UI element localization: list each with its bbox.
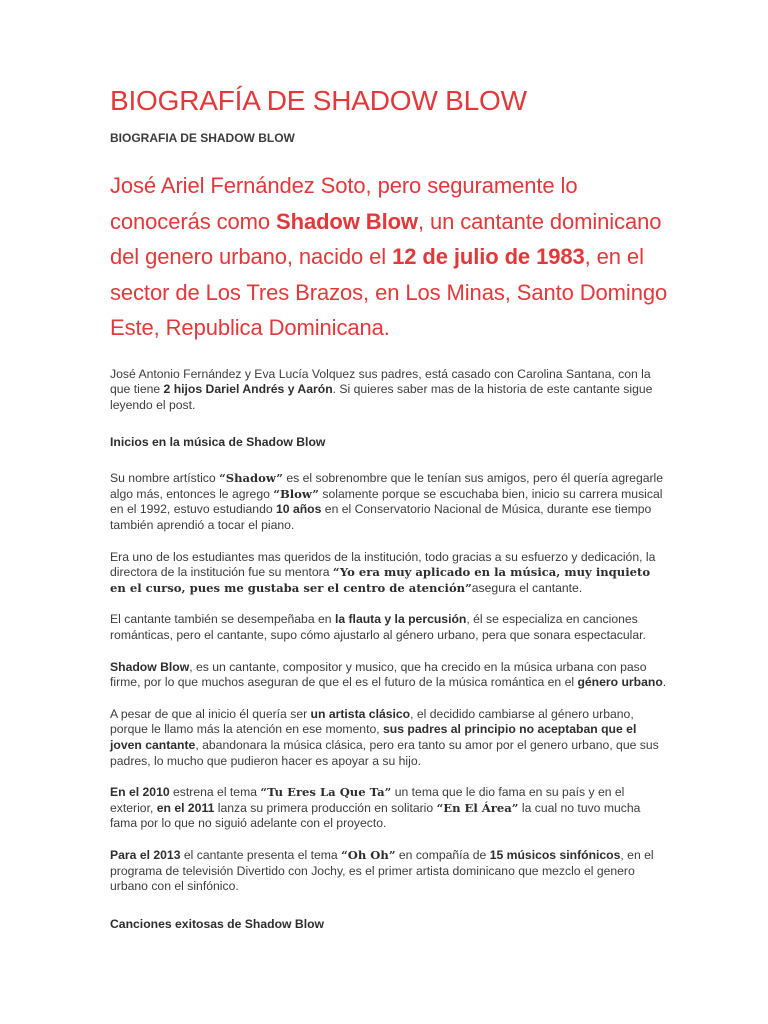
p8-text-3: , en el programa de televisión Divertido con Jochy, es el primer artista dominicano que mezclo el genero urbano con el sinfónico. — [110, 847, 654, 894]
p2-quote-shadow: “Shadow” — [219, 471, 283, 486]
paragraph-classical — [110, 707, 668, 769]
p6-bold-classical: un artista clásico — [310, 706, 411, 721]
p7-text-4: la cual no tuvo mucha fama por lo que no siguió adelante con el proyecto. — [110, 800, 641, 831]
p6-bold-parents: sus padres al principio no aceptaban que el joven cantante — [110, 722, 637, 752]
p2-text-3: solamente porque se escuchaba bien, inicio su carrera musical en el 1992, estuvo estudiando — [110, 486, 663, 517]
lead-text-3: , en el sector de Los Tres Brazos, en Los Minas, Santo Domingo Este, Republica Dominicana. — [110, 244, 668, 340]
p7-bold-2010: En el 2010 — [110, 785, 170, 800]
p5-text-2: . — [662, 675, 667, 690]
lead-text-2: , un cantante dominicano del genero urbano, nacido el — [110, 208, 662, 269]
p3-quote-mentor: “Yo era muy aplicado en la música, muy inquieto en el curso, pues me gustaba ser el centro de atención” — [110, 565, 651, 595]
page-subtitle: BIOGRAFIA DE SHADOW BLOW — [110, 131, 295, 145]
lead-artist-name: Shadow Blow — [276, 208, 418, 234]
p5-text-1: , es un cantante, compositor y musico, que ha crecido en la música urbana con paso firme, por lo que muchos aseguran de que el es el futuro de la música romántica en el — [110, 659, 647, 690]
p8-quote-song: “Oh Oh” — [341, 847, 396, 862]
paragraph-2010 — [110, 785, 668, 832]
p7-text-2: un tema que le dio fama en su país y en el exterior, — [110, 785, 625, 815]
paragraph-family — [110, 367, 668, 414]
p8-text-2: en compañía de — [395, 847, 490, 862]
p4-bold-instruments: la flauta y la percusión — [334, 612, 467, 627]
paragraph-artistic-name — [110, 471, 668, 533]
paragraph-student — [110, 550, 668, 597]
p2-text-1: Su nombre artístico — [110, 471, 220, 486]
p8-bold-2013: Para el 2013 — [110, 847, 181, 862]
p3-text-1: Era uno de los estudiantes mas queridos de la institución, todo gracias a su esfuerzo y dedicación, la directora de la institución fue su mentora — [110, 549, 656, 580]
p2-text-2: es el sobrenombre que le tenían sus amigos, pero él quería agregarle algo más, entonces le agrego — [110, 471, 664, 501]
p4-text-1: El cantante también se desempeñaba en — [110, 612, 335, 627]
p7-text-1: estrena el tema — [169, 785, 261, 800]
p4-text-2: , él se especializa en canciones románticas, pero el cantante, supo cómo ajustarlo al género urbano, pera que sonara espectacular. — [110, 612, 646, 643]
p1-text-2: . Si quieres saber mas de la historia de este cantante sigue leyendo el post. — [110, 382, 653, 412]
p8-text-1: el cantante presenta el tema — [180, 847, 342, 862]
p1-text-1: José Antonio Fernández y Eva Lucía Volquez sus padres, está casado con Carolina Santana, con la que tiene — [110, 366, 651, 397]
p5-bold-genre: género urbano — [577, 675, 663, 690]
lead-paragraph — [110, 168, 668, 346]
p7-quote-album: “En El Área” — [436, 800, 519, 815]
p2-text-4: en el Conservatorio Nacional de Música, durante ese tiempo también aprendió a tocar el piano. — [110, 502, 652, 533]
p7-text-3: lanza su primera producción en solitario — [214, 800, 437, 815]
lead-text-1: José Ariel Fernández Soto, pero seguramente lo conocerás como — [110, 173, 578, 234]
p7-quote-song-1: “Tu Eres La Que Ta” — [260, 785, 392, 800]
p6-text-3: , abandonara la música clásica, pero era tanto su amor por el genero urbano, que sus padres, lo mucho que pudieron hacer es apoyar a su hijo. — [110, 738, 659, 768]
p1-bold-children: 2 hijos Dariel Andrés y Aarón — [163, 382, 333, 397]
p8-bold-musicians: 15 músicos sinfónicos — [489, 847, 621, 862]
p6-text-1: A pesar de que al inicio él quería ser — [110, 706, 311, 721]
lead-birth-date: 12 de julio de 1983 — [392, 244, 585, 269]
p5-bold-name: Shadow Blow — [110, 659, 190, 674]
p7-bold-2011: en el 2011 — [156, 800, 215, 815]
section-heading-canciones: Canciones exitosas de Shadow Blow — [110, 916, 325, 931]
p6-text-2: , el decidido cambiarse al género urbano, porque le llamo más la atención en ese momento, — [110, 706, 634, 737]
paragraph-composer — [110, 660, 668, 691]
p2-bold-years: 10 años — [276, 502, 322, 517]
paragraph-instruments — [110, 612, 668, 643]
p3-text-2: asegura el cantante. — [471, 580, 583, 595]
section-heading-inicios: Inicios en la música de Shadow Blow — [110, 435, 326, 450]
p2-quote-blow: “Blow” — [273, 486, 319, 501]
page-title: BIOGRAFÍA DE SHADOW BLOW — [110, 85, 527, 116]
paragraph-2013 — [110, 848, 668, 895]
